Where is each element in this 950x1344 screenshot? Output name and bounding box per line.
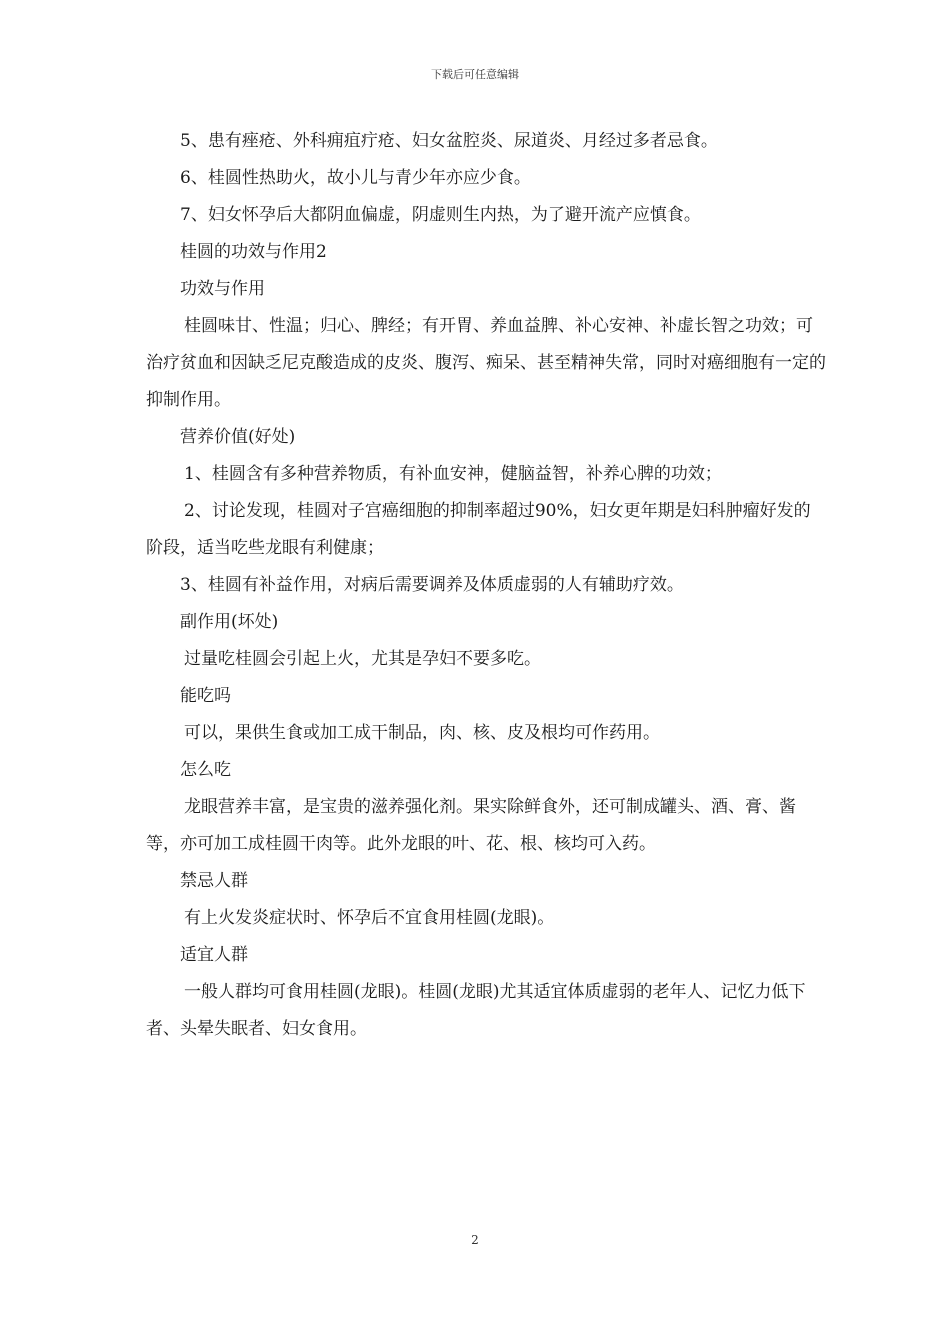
heading-how-to-eat: 怎么吃: [180, 760, 231, 780]
heading-effects: 功效与作用: [180, 279, 265, 299]
heading-suitable-groups: 适宜人群: [180, 945, 248, 965]
paragraph-item-6: 6、桂圆性热助火，故小儿与青少年亦应少食。: [180, 168, 531, 188]
paragraph-side-effects: 过量吃桂圆会引起上火，尤其是孕妇不要多吃。: [184, 649, 541, 669]
page-header: 下载后可任意编辑: [431, 68, 519, 81]
paragraph-nutrition-1: 1、桂圆含有多种营养物质，有补血安神，健脑益智，补养心脾的功效；: [184, 464, 722, 484]
paragraph-item-5: 5、患有痤疮、外科痈疽疔疮、妇女盆腔炎、尿道炎、月经过多者忌食。: [180, 131, 718, 151]
paragraph-taboo-groups: 有上火发炎症状时、怀孕后不宜食用桂圆(龙眼)。: [184, 908, 555, 928]
section-title: 桂圆的功效与作用2: [180, 242, 327, 262]
document-body: [146, 123, 826, 1048]
page-number: 2: [471, 1233, 479, 1247]
heading-can-eat: 能吃吗: [180, 686, 231, 706]
paragraph-suitable-groups: 一般人群均可食用桂圆(龙眼)。桂圆(龙眼)尤其适宜体质虚弱的老年人、记忆力低下者、头晕失眠者、妇女食用。: [146, 982, 806, 1039]
heading-nutrition: 营养价值(好处): [180, 427, 296, 447]
paragraph-effects: 桂圆味甘、性温；归心、脾经；有开胃、养血益脾、补心安神、补虚长智之功效；可治疗贫血和因缺乏尼克酸造成的皮炎、腹泻、痴呆、甚至精神失常，同时对癌细胞有一定的抑制作用。: [146, 316, 826, 410]
paragraph-how-to-eat: 龙眼营养丰富，是宝贵的滋养强化剂。果实除鲜食外，还可制成罐头、酒、膏、酱等，亦可加工成桂圆干肉等。此外龙眼的叶、花、根、核均可入药。: [146, 797, 796, 854]
heading-side-effects: 副作用(坏处): [180, 612, 279, 632]
paragraph-can-eat: 可以，果供生食或加工成干制品，肉、核、皮及根均可作药用。: [184, 723, 660, 743]
paragraph-nutrition-2: 2、讨论发现，桂圆对子宫癌细胞的抑制率超过90%，妇女更年期是妇科肿瘤好发的阶段，适当吃些龙眼有利健康；: [146, 501, 811, 558]
heading-taboo-groups: 禁忌人群: [180, 871, 248, 891]
paragraph-nutrition-3: 3、桂圆有补益作用，对病后需要调养及体质虚弱的人有辅助疗效。: [180, 575, 684, 595]
paragraph-item-7: 7、妇女怀孕后大都阴血偏虚，阴虚则生内热，为了避开流产应慎食。: [180, 205, 701, 225]
